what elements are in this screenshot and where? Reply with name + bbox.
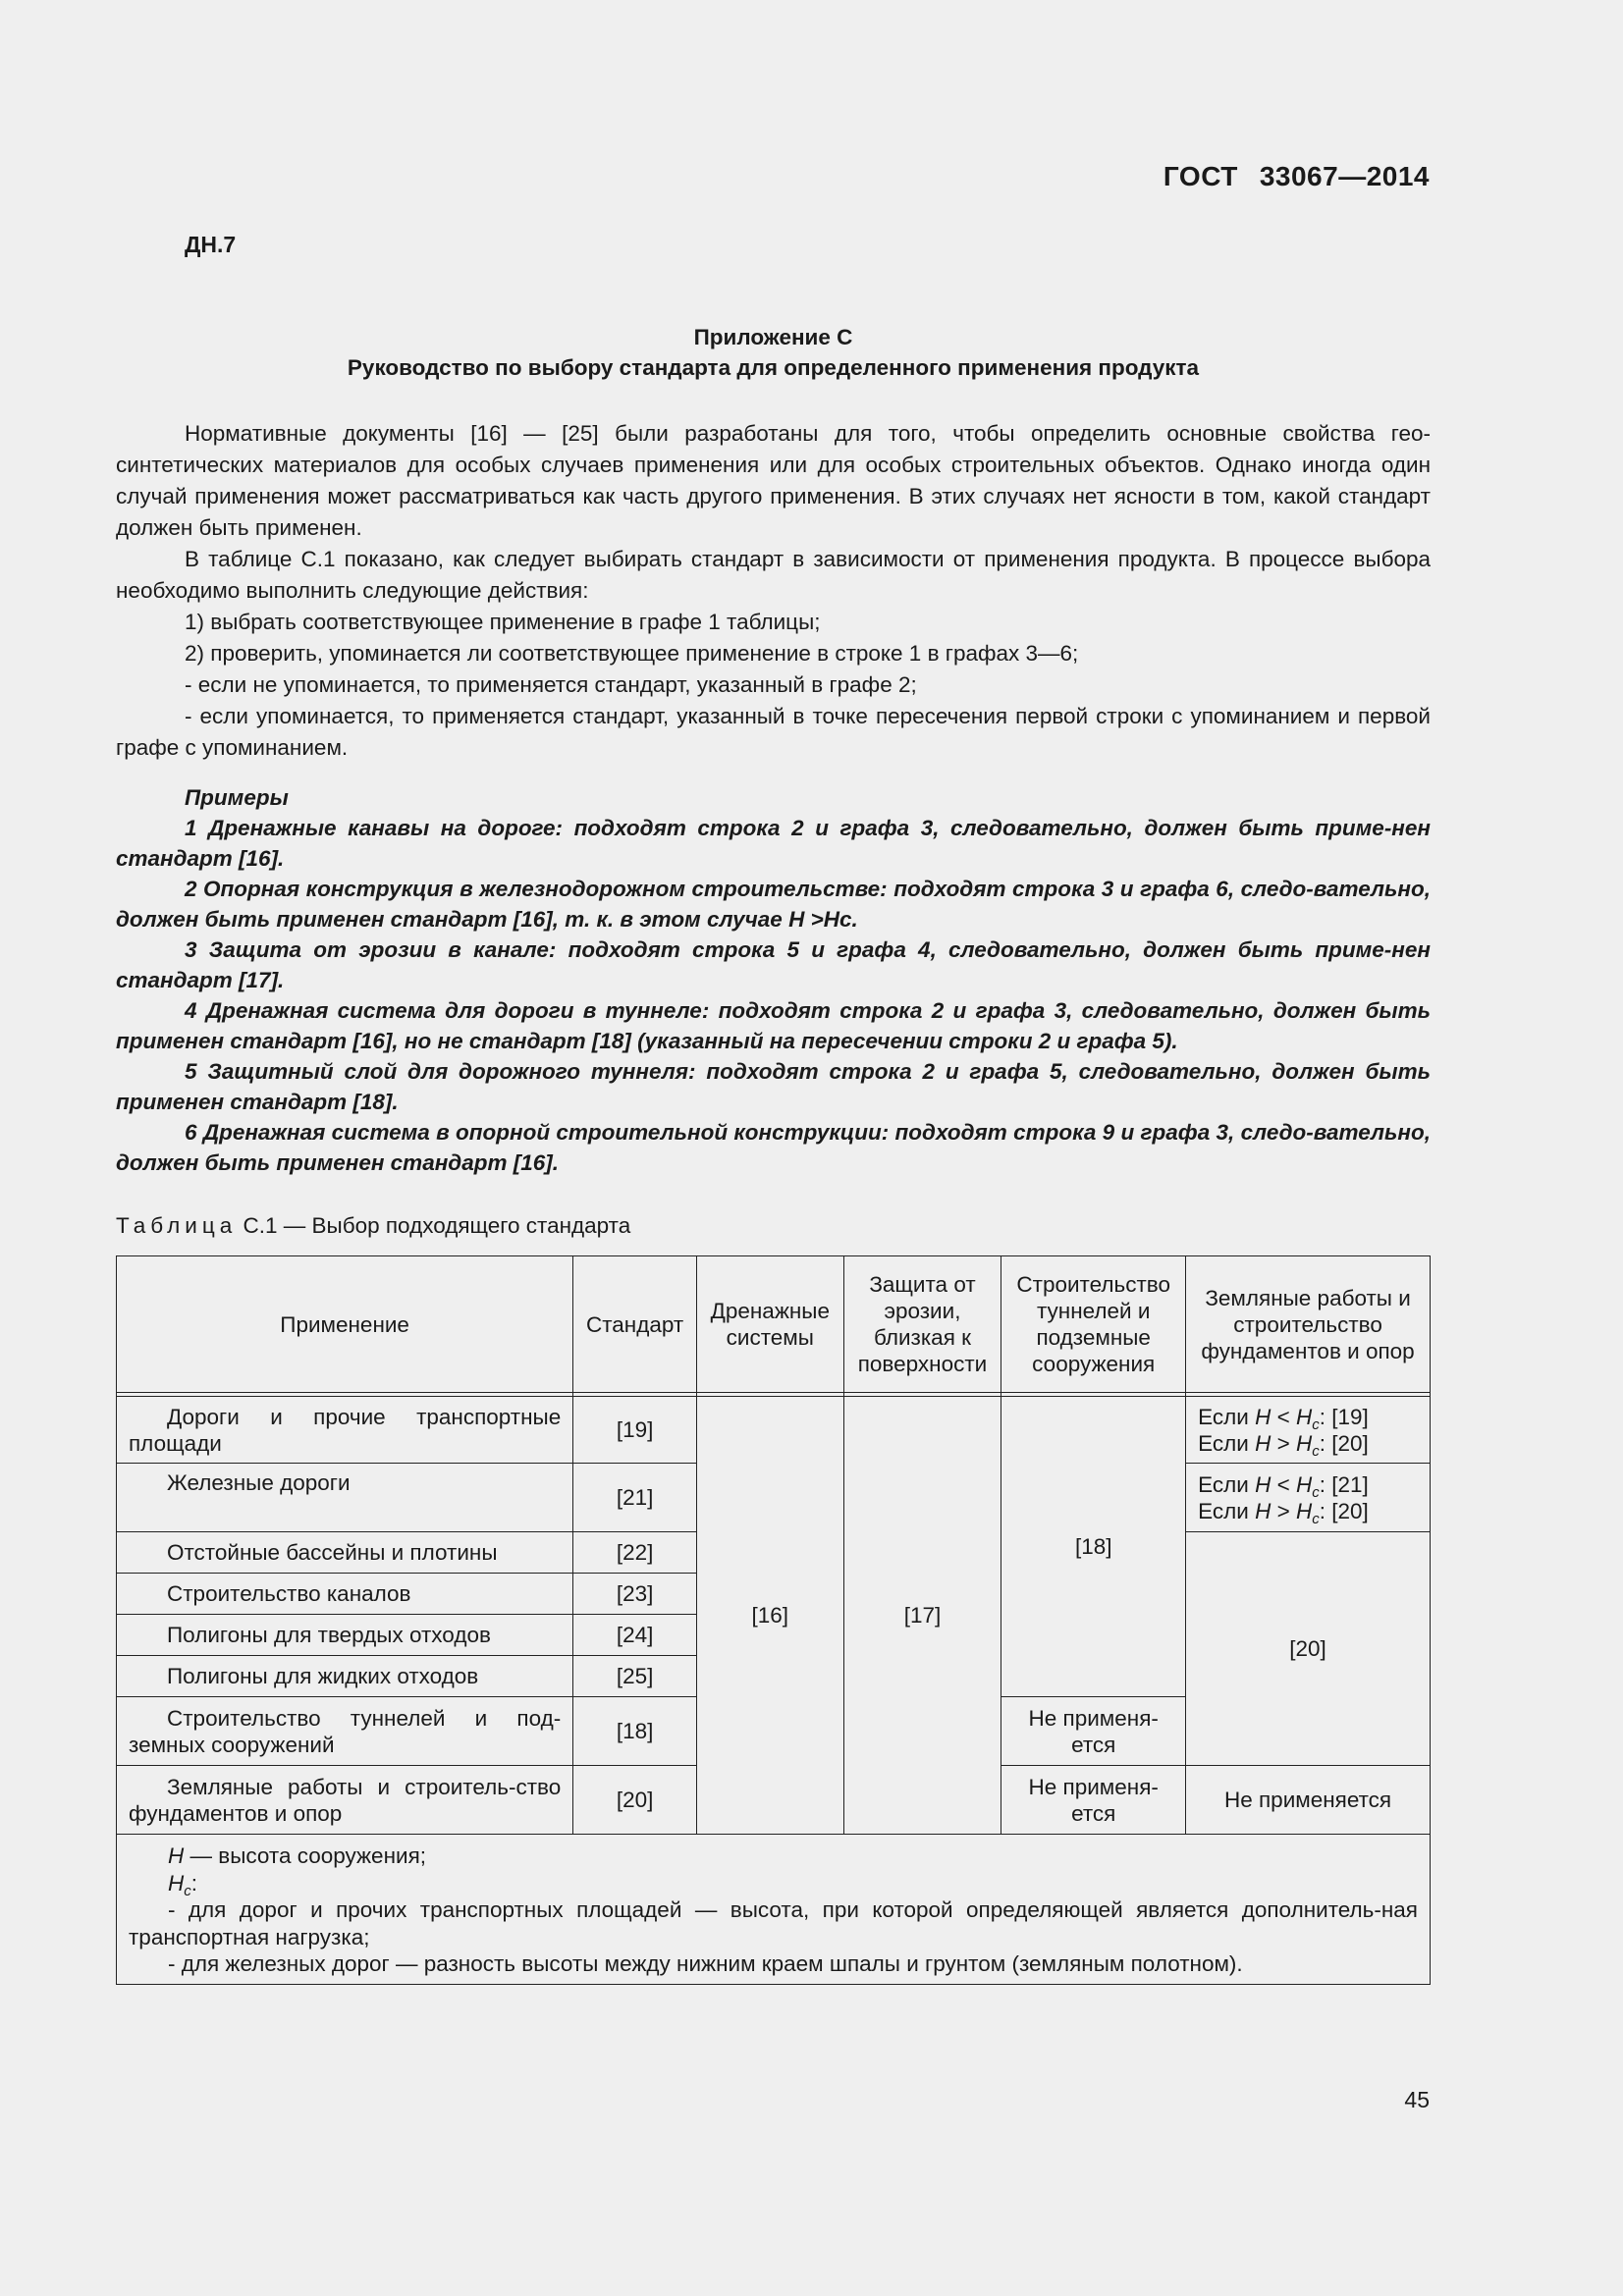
row-application: Полигоны для твердых отходов bbox=[117, 1615, 573, 1656]
table-notes bbox=[117, 1835, 1431, 1985]
row-application: Строительство туннелей и под-земных сооружений bbox=[117, 1697, 573, 1766]
table-notes-row bbox=[117, 1835, 1431, 1985]
header-tunnels: Строительство туннелей и подземные сооружения bbox=[1001, 1256, 1186, 1393]
note-hc: $H_c$: bbox=[168, 1870, 198, 1899]
example-item: 3 Защита от эрозии в канале: подходят строка 5 и графа 4, следовательно, должен быть приме-нен стандарт [17]. bbox=[116, 937, 1431, 992]
paragraph-2: В таблице С.1 показано, как следует выбирать стандарт в зависимости от применения продукта. В процессе выбора необходимо выполнить следующие действия: bbox=[116, 547, 1431, 603]
earth-condition: Если $H < H_c$: [21] Если $H > H_c$: [20] bbox=[1186, 1464, 1431, 1532]
table-header-row bbox=[117, 1256, 1431, 1393]
earth-not-applicable: Не применяется bbox=[1186, 1766, 1431, 1835]
header-doc-number: 33067—2014 bbox=[1259, 161, 1430, 191]
page-number: 45 bbox=[1404, 2087, 1430, 2112]
drainage-value: [16] bbox=[696, 1397, 843, 1835]
appendix-subtitle: Руководство по выбору стандарта для определенного применения продукта bbox=[347, 355, 1200, 380]
row-application: Дороги и прочие транспортные площади bbox=[117, 1397, 573, 1464]
row-standard: [22] bbox=[573, 1532, 697, 1574]
row-application: Полигоны для жидких отходов bbox=[117, 1656, 573, 1697]
row-standard: [23] bbox=[573, 1574, 697, 1615]
step-2: 2) проверить, упоминается ли соответствующее применение в строке 1 в графах 3—6; bbox=[185, 641, 1079, 666]
note-railways: - для железных дорог — разность высоты между нижним краем шпалы и грунтом (земляным полотном). bbox=[168, 1951, 1243, 1976]
appendix-title: Приложение С bbox=[693, 325, 853, 349]
step-1: 1) выбрать соответствующее применение в графе 1 таблицы; bbox=[185, 610, 821, 634]
table-caption-text: С.1 — Выбор подходящего стандарта bbox=[243, 1213, 631, 1238]
row-application: Отстойные бассейны и плотины bbox=[117, 1532, 573, 1574]
row-standard: [18] bbox=[573, 1697, 697, 1766]
row-standard: [24] bbox=[573, 1615, 697, 1656]
table-caption bbox=[116, 1213, 630, 1239]
document-header bbox=[1163, 161, 1430, 192]
example-item: 5 Защитный слой для дорожного туннеля: подходят строка 2 и графа 5, следовательно, должен быть применен стандарт [18]. bbox=[116, 1059, 1431, 1114]
row-standard: [20] bbox=[573, 1766, 697, 1835]
row-standard: [19] bbox=[573, 1397, 697, 1464]
example-item: 4 Дренажная система для дороги в туннеле: подходят строка 2 и графа 3, следовательно, должен быть применен стандарт [16], но не стандарт [18] (указанный на пересечении строки 2 и графа 5). bbox=[116, 998, 1431, 1053]
step-4: - если упоминается, то применяется стандарт, указанный в точке пересечения первой строки с упоминанием и первой графе с упоминанием. bbox=[116, 704, 1431, 760]
row-standard: [25] bbox=[573, 1656, 697, 1697]
tunnel-not-applicable: Не применя-ется bbox=[1001, 1766, 1186, 1835]
appendix-heading bbox=[116, 322, 1431, 383]
row-application: Земляные работы и строитель-ство фундаментов и опор bbox=[117, 1766, 573, 1835]
tunnel-value: [18] bbox=[1001, 1397, 1186, 1697]
header-erosion: Защита от эрозии, близкая к поверхности bbox=[843, 1256, 1001, 1393]
tunnel-not-applicable: Не применя-ется bbox=[1001, 1697, 1186, 1766]
header-drainage: Дренажные системы bbox=[696, 1256, 843, 1393]
earth-block-value: [20] bbox=[1186, 1532, 1431, 1766]
table-caption-label: Таблица bbox=[116, 1213, 238, 1238]
header-standard: Стандарт bbox=[573, 1256, 697, 1393]
dn-label: ДН.7 bbox=[185, 232, 237, 257]
examples-title: Примеры bbox=[185, 785, 289, 810]
table-row bbox=[117, 1397, 1431, 1464]
step-3: - если не упоминается, то применяется стандарт, указанный в графе 2; bbox=[185, 672, 917, 697]
header-doc-code: ГОСТ bbox=[1163, 161, 1238, 191]
row-application: Строительство каналов bbox=[117, 1574, 573, 1615]
standards-table bbox=[116, 1255, 1431, 1985]
example-item: 6 Дренажная система в опорной строительной конструкции: подходят строка 9 и графа 3, следо-вательно, должен быть применен стандарт [16]. bbox=[116, 1120, 1431, 1175]
note-h: H — высота сооружения; bbox=[168, 1843, 427, 1868]
paragraph-1: Нормативные документы [16] — [25] были разработаны для того, чтобы определить основные свойства гео-синтетических материалов для особых случаев применения или для особых строительных объектов. Однако иногда один случай применения может рассматриваться как часть другого применения. В этих случаях нет ясности в том, какой стандарт должен быть применен. bbox=[116, 421, 1431, 540]
row-application: Железные дороги bbox=[117, 1464, 573, 1532]
header-earthworks: Земляные работы и строительство фундаментов и опор bbox=[1186, 1256, 1431, 1393]
body-text bbox=[116, 418, 1431, 764]
example-item: 1 Дренажные канавы на дороге: подходят строка 2 и графа 3, следовательно, должен быть приме-нен стандарт [16]. bbox=[116, 816, 1431, 871]
header-application: Применение bbox=[117, 1256, 573, 1393]
note-roads: - для дорог и прочих транспортных площадей — высота, при которой определяющей является дополнитель-ная транспортная нагрузка; bbox=[129, 1897, 1418, 1949]
earth-condition: Если $H < H_c$: [19] Если $H > H_c$: [20] bbox=[1186, 1397, 1431, 1464]
examples-block bbox=[116, 782, 1431, 1178]
row-standard: [21] bbox=[573, 1464, 697, 1532]
erosion-value: [17] bbox=[843, 1397, 1001, 1835]
example-item: 2 Опорная конструкция в железнодорожном строительстве: подходят строка 3 и графа 6, следо-вательно, должен быть применен стандарт [16], т. к. в этом случае Н >Нс. bbox=[116, 877, 1431, 932]
